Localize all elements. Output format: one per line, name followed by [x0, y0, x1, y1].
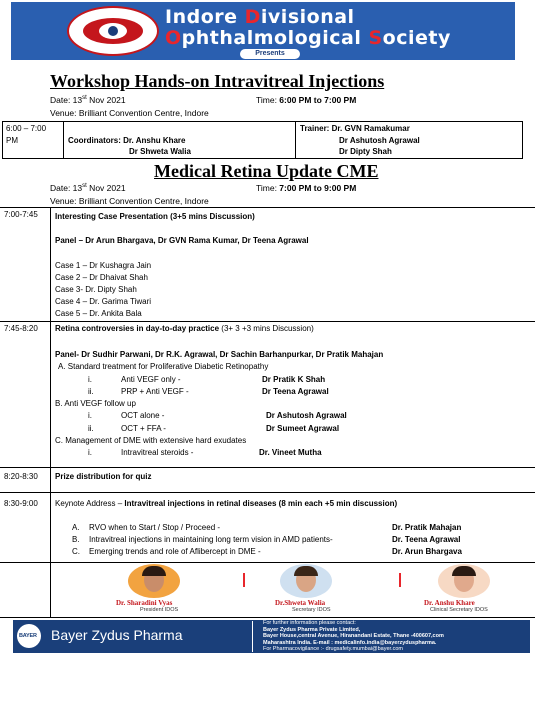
idos-logo	[67, 6, 159, 56]
session-2-heading: Retina controversies in day-to-day practice (3+ 3 +3 mins Discussion)	[55, 324, 314, 333]
avatar	[280, 564, 332, 598]
case-item: Case 4 – Dr. Garima Tiwari	[55, 297, 152, 306]
item-topic: OCT alone -	[121, 411, 165, 420]
trainers: Trainer: Dr. GVN Ramakumar	[300, 124, 410, 133]
session-3-heading: Prize distribution for quiz	[55, 472, 152, 481]
keynote-letter: A.	[72, 523, 80, 532]
society-name-line-2	[165, 27, 451, 49]
person-name: Dr. Sharadini Vyas	[116, 599, 173, 607]
item-speaker: Dr Pratik K Shah	[262, 375, 326, 384]
session-2-panel: Panel- Dr Sudhir Parwani, Dr R.K. Agrawal, Dr Sachin Barhanpurkar, Dr Pratik Mahajan	[55, 350, 384, 359]
topic-b: B. Anti VEGF follow up	[55, 399, 136, 408]
society-name-part: O	[165, 27, 182, 49]
sponsor-brand: Bayer Zydus Pharma	[51, 627, 183, 643]
society-name-part: ociety	[382, 27, 451, 49]
item-topic: Anti VEGF only -	[121, 375, 181, 384]
coordinators: Coordinators: Dr. Anshu Khare	[68, 136, 186, 145]
topic-a: A. Standard treatment for Proliferative Diabetic Retinopathy	[58, 362, 269, 371]
keynote-topic: RVO when to Start / Stop / Proceed -	[89, 523, 221, 532]
session-2-time: 7:45-8:20	[4, 324, 38, 333]
item-topic: Intravitreal steroids -	[121, 448, 194, 457]
session-4-time: 8:30-9:00	[4, 499, 38, 508]
keynote-topic: Intravitreal injections in maintaining long term vision in AMD patients-	[89, 535, 333, 544]
item-speaker: Dr Sumeet Agrawal	[266, 424, 340, 433]
keynote-letter: B.	[72, 535, 80, 544]
society-name-part: D	[244, 6, 261, 28]
person-role: Clinical Secretary IDOS	[430, 607, 488, 613]
cme-venue: Venue: Brilliant Convention Centre, Indore	[50, 196, 209, 206]
person-name: Dr.Shweta Walia	[275, 599, 326, 607]
keynote-speaker: Dr. Pratik Mahajan	[392, 523, 462, 532]
divider	[243, 573, 245, 587]
item-number: i.	[88, 411, 92, 420]
keynote-letter: C.	[72, 547, 80, 556]
keynote-speaker: Dr. Arun Bhargava	[392, 547, 462, 556]
workshop-date: Date: 13st Nov 2021	[50, 95, 126, 105]
item-number: i.	[88, 375, 92, 384]
avatar	[438, 564, 490, 598]
workshop-title: Workshop Hands-on Intravitreal Injections	[50, 71, 385, 91]
item-topic: OCT + FFA -	[121, 424, 166, 433]
coordinator-2: Dr Shweta Walia	[129, 147, 191, 156]
avatar	[128, 564, 180, 598]
case-item: Case 3- Dr. Dipty Shah	[55, 285, 137, 294]
cme-date: Date: 13st Nov 2021	[50, 183, 126, 193]
case-item: Case 2 – Dr Dhaivat Shah	[55, 273, 148, 282]
session-4-heading: Keynote Address – Intravitreal injections in retinal diseases (8 min each +5 min discussion)	[55, 499, 398, 508]
item-number: ii.	[88, 424, 94, 433]
society-name-line-1	[165, 6, 355, 28]
presents-label: Presents	[240, 49, 300, 59]
workshop-time: Time: 6:00 PM to 7:00 PM	[256, 95, 357, 105]
society-name-part: ivisional	[260, 6, 355, 28]
person-name: Dr. Anshu Khare	[424, 599, 475, 607]
case-item: Case 1 – Dr Kushagra Jain	[55, 261, 152, 270]
topic-c: C. Management of DME with extensive hard exudates	[55, 436, 247, 445]
item-speaker: Dr Ashutosh Agrawal	[266, 411, 347, 420]
workshop-venue: Venue: Brilliant Convention Centre, Indore	[50, 108, 209, 118]
cme-title: Medical Retina Update CME	[154, 161, 379, 181]
workshop-slot-time-pm: PM	[6, 136, 18, 145]
society-name-part: Indore	[165, 6, 245, 28]
keynote-topic: Emerging trends and role of Aflibercept in DME -	[89, 547, 261, 556]
sponsor-contact: For further information please contact: Bayer Zydus Pharma Private Limited, Bayer House,central Avenue, Hiranandani Estate, Thane -400607,com Maharashtra India. E-mail : medicalinfo.india@bayerzyduspharma. For Pharmacovigilance :- drugsafety.mumbai@bayer.com	[263, 620, 444, 653]
society-name-part: phthalmological	[181, 27, 369, 49]
trainer-3: Dr Dipty Shah	[339, 147, 392, 156]
session-1-panel: Panel – Dr Arun Bhargava, Dr GVN Rama Kumar, Dr Teena Agrawal	[55, 236, 309, 245]
trainer-2: Dr Ashutosh Agrawal	[339, 136, 420, 145]
session-1-heading: Interesting Case Presentation (3+5 mins Discussion)	[55, 212, 255, 221]
item-speaker: Dr. Vineet Mutha	[259, 448, 322, 457]
society-name-part: S	[368, 27, 383, 49]
item-speaker: Dr Teena Agrawal	[262, 387, 329, 396]
item-number: i.	[88, 448, 92, 457]
cme-time: Time: 7:00 PM to 9:00 PM	[256, 183, 357, 193]
item-topic: PRP + Anti VEGF -	[121, 387, 189, 396]
person-role: President IDOS	[140, 607, 179, 613]
session-3-time: 8:20-8:30	[4, 472, 38, 481]
item-number: ii.	[88, 387, 94, 396]
divider	[399, 573, 401, 587]
case-item: Case 5 – Dr. Ankita Bala	[55, 309, 142, 318]
keynote-speaker: Dr. Teena Agrawal	[392, 535, 461, 544]
workshop-slot-time: 6:00 – 7:00	[6, 124, 47, 133]
person-role: Secretary IDOS	[292, 607, 331, 613]
session-1-time: 7:00-7:45	[4, 210, 38, 219]
bayer-cross-icon: BAYER	[17, 624, 41, 648]
